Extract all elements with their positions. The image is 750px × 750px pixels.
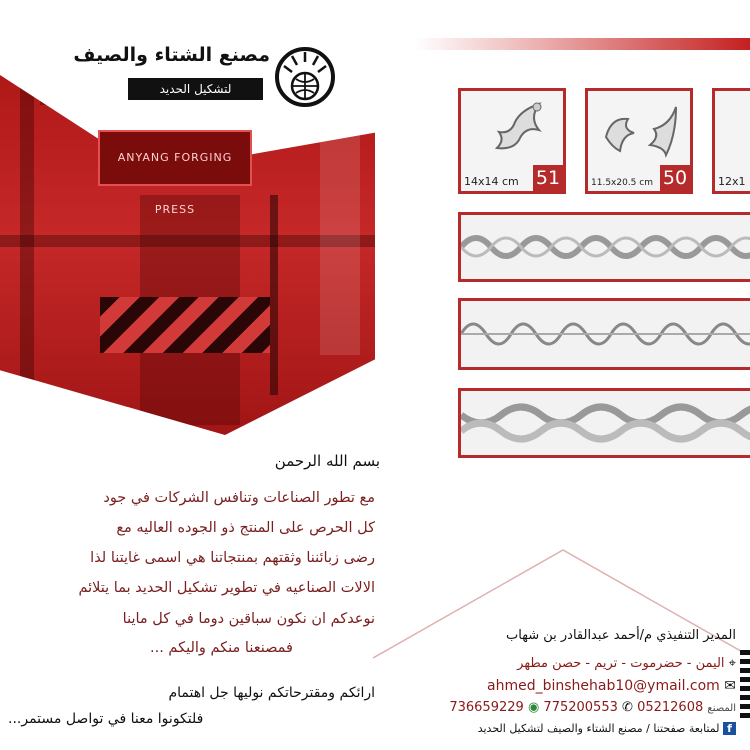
- corner-ornament-image: [479, 99, 549, 161]
- email-row: [487, 678, 736, 694]
- address-text: اليمن - حضرموت - تريم - حصن مطهر: [517, 656, 725, 671]
- vine-border-image: [461, 215, 750, 279]
- email-text[interactable]: ahmed_binshehab10@ymail.com: [487, 678, 720, 694]
- photo-window: [320, 135, 360, 355]
- product-card: [458, 88, 566, 194]
- factory-label: المصنع: [707, 703, 736, 714]
- greeting: بسم الله الرحمن: [274, 452, 380, 470]
- photo-hose: [270, 195, 278, 395]
- scroll-border-image: [461, 301, 750, 367]
- envelope-icon: ✉: [724, 678, 736, 694]
- facebook-icon: f: [723, 722, 736, 735]
- whatsapp-icon: ◉: [527, 700, 540, 715]
- factory-photo: [0, 75, 375, 435]
- globe-logo-icon: [274, 46, 336, 108]
- phone-1[interactable]: 775200553: [543, 700, 618, 715]
- facebook-row: [478, 722, 736, 735]
- intro-line: فمصنعنا منكم واليكم ...: [150, 640, 293, 656]
- photo-sign: ANYANG FORGING PRESS: [98, 130, 252, 186]
- ornament-band: [458, 388, 750, 458]
- product-size: 14x14 cm: [464, 175, 519, 188]
- phone-row: [449, 700, 736, 715]
- product-card: [585, 88, 693, 194]
- intro-line: الالات الصناعيه في تطوير تشكيل الحديد بما يتلائم: [78, 580, 375, 596]
- product-size: 12x1: [718, 175, 746, 188]
- product-size: 11.5x20.5 cm: [591, 178, 653, 188]
- product-number: 50: [660, 165, 690, 191]
- intro-line: كل الحرص على المنتج ذو الجوده العاليه مع: [116, 520, 375, 536]
- closing-line: ارائكم ومقترحاتكم نوليها جل اهتمام: [168, 685, 375, 701]
- address-row: [517, 656, 736, 671]
- brand-title: مصنع الشتاء والصيف: [73, 44, 270, 66]
- product-card: [712, 88, 750, 194]
- braid-border-image: [461, 391, 750, 455]
- photo-hazard-stripes: [100, 297, 270, 353]
- phone-2[interactable]: 736659229: [449, 700, 524, 715]
- ornament-band: [458, 212, 750, 282]
- phone-icon: ✆: [622, 700, 633, 715]
- brand-subtitle: لتشكيل الحديد: [128, 78, 263, 100]
- photo-pillar: [20, 75, 34, 435]
- intro-line: نوعدكم ان نكون سباقين دوما في كل ماينا: [122, 611, 375, 627]
- qr-code: [740, 648, 750, 718]
- factory-phone[interactable]: 05212608: [637, 700, 704, 715]
- closing-line: فلتكونوا معنا في تواصل مستمر...: [8, 711, 204, 727]
- accent-bar: [415, 38, 750, 50]
- location-pin-icon: ⌖: [728, 656, 736, 671]
- intro-line: مع تطور الصناعات وتنافس الشركات في جود: [103, 490, 375, 506]
- ornament-band: [458, 298, 750, 370]
- facebook-text[interactable]: لمتابعة صفحتنا / مصنع الشتاء والصيف لتشكيل الحديد: [477, 722, 720, 735]
- manager-name: المدير التنفيذي م/أحمد عبدالقادر بن شهاب: [506, 628, 736, 643]
- intro-line: رضى زبائننا وثقتهم بمنتجاتنا هي اسمى غايتنا لذا: [90, 550, 375, 566]
- scroll-ornament-image: [596, 97, 686, 161]
- product-number: 51: [533, 165, 563, 191]
